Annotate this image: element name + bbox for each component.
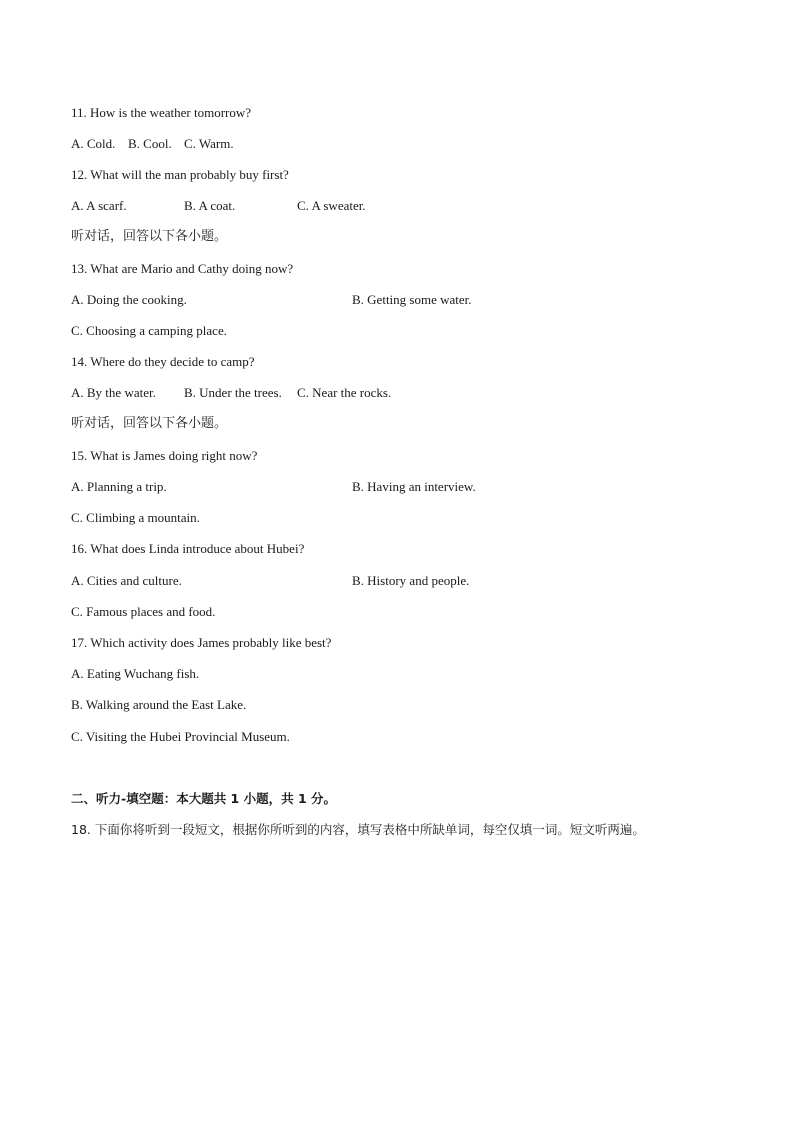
q17-option-a: A. Eating Wuchang fish. — [71, 666, 200, 681]
q11-option-c: C. Warm. — [184, 136, 234, 151]
q13-option-b: B. Getting some water. — [352, 292, 472, 307]
q16-option-a: A. Cities and culture. — [71, 573, 182, 588]
q13-option-a: A. Doing the cooking. — [71, 292, 187, 307]
q14-stem: 14. Where do they decide to camp? — [71, 354, 255, 369]
q11-option-b: B. Cool. — [128, 136, 172, 151]
q11-stem: 11. How is the weather tomorrow? — [71, 105, 252, 120]
q17-stem: 17. Which activity does James probably like best? — [71, 635, 332, 650]
listening-instruction: 听对话，回答以下各小题。 — [71, 229, 228, 244]
q15-option-b: B. Having an interview. — [352, 479, 476, 494]
q16-option-c: C. Famous places and food. — [71, 604, 216, 619]
q14-option-a: A. By the water. — [71, 385, 156, 400]
q17-option-b: B. Walking around the East Lake. — [71, 697, 247, 712]
q12-option-c: C. A sweater. — [297, 198, 366, 213]
q12-stem: 12. What will the man probably buy first? — [71, 167, 289, 182]
q13-option-c: C. Choosing a camping place. — [71, 323, 227, 338]
q11-option-a: A. Cold. — [71, 136, 116, 151]
q12-option-b: B. A coat. — [184, 198, 236, 213]
q18-stem: 18. 下面你将听到一段短文，根据你所听到的内容，填写表格中所缺单词，每空仅填一词。短文听两遍。 — [71, 822, 645, 837]
q15-stem: 15. What is James doing right now? — [71, 448, 258, 463]
q13-stem: 13. What are Mario and Cathy doing now? — [71, 261, 294, 276]
q12-option-a: A. A scarf. — [71, 198, 127, 213]
q14-option-c: C. Near the rocks. — [297, 385, 392, 400]
q16-option-b: B. History and people. — [352, 573, 470, 588]
q15-option-c: C. Climbing a mountain. — [71, 510, 200, 525]
q17-option-c: C. Visiting the Hubei Provincial Museum. — [71, 729, 290, 744]
q14-option-b: B. Under the trees. — [184, 385, 282, 400]
q16-stem: 16. What does Linda introduce about Hubei? — [71, 541, 305, 556]
listening-instruction: 听对话，回答以下各小题。 — [71, 416, 228, 431]
q15-option-a: A. Planning a trip. — [71, 479, 167, 494]
section-heading: 二、听力-填空题：本大题共 1 小题，共 1 分。 — [71, 791, 336, 806]
